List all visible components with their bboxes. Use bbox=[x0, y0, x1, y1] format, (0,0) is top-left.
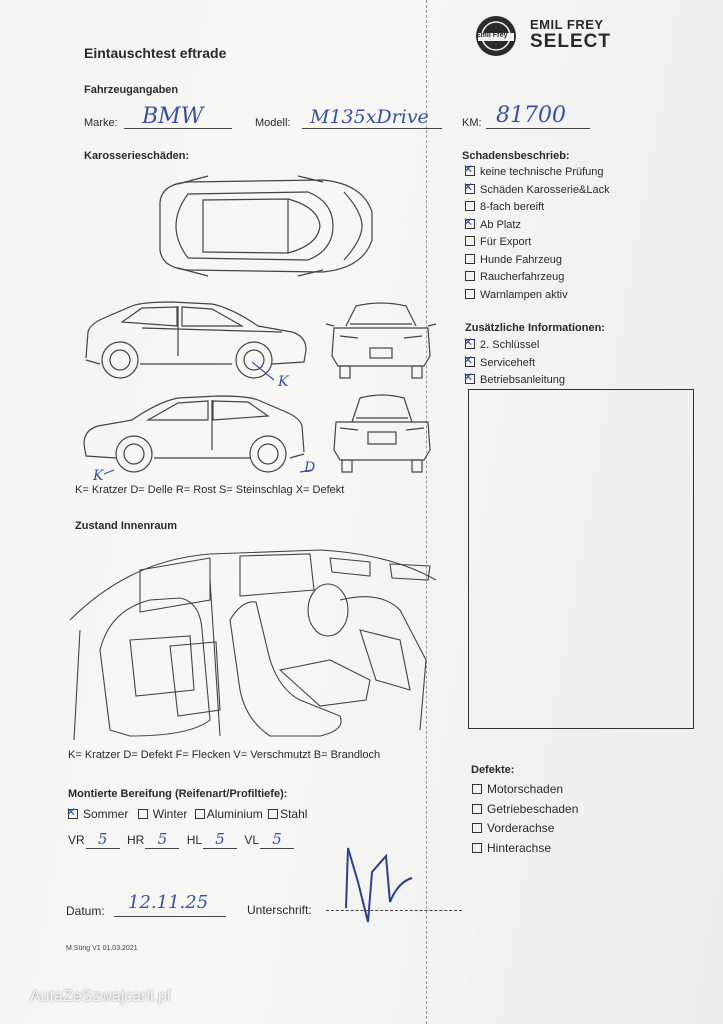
checkbox-icon[interactable] bbox=[465, 201, 475, 211]
date-value: 12.11.25 bbox=[128, 892, 209, 913]
damage-item-smoker[interactable] bbox=[465, 269, 610, 287]
depth-vr bbox=[68, 830, 120, 848]
damage-item-dog-vehicle[interactable] bbox=[465, 252, 610, 270]
depth-value[interactable]: 5 bbox=[145, 830, 179, 849]
damage-item-technical-check[interactable] bbox=[465, 164, 610, 182]
checkbox-checked-icon[interactable] bbox=[465, 339, 475, 349]
tire-option-summer[interactable] bbox=[68, 807, 128, 821]
damage-item-body-paint[interactable] bbox=[465, 182, 610, 200]
checkbox-checked-icon[interactable] bbox=[68, 809, 78, 819]
defect-item-engine[interactable] bbox=[472, 780, 578, 800]
tire-option-steel[interactable] bbox=[268, 807, 307, 821]
km-value: 81700 bbox=[496, 103, 566, 128]
notes-box[interactable] bbox=[468, 389, 694, 729]
date-field[interactable] bbox=[114, 894, 226, 917]
depth-value[interactable]: 5 bbox=[86, 830, 120, 849]
info-item-service-book[interactable] bbox=[465, 355, 565, 373]
item-label: Raucherfahrzeug bbox=[480, 271, 565, 283]
checkbox-icon[interactable] bbox=[195, 809, 205, 819]
damage-item-export[interactable] bbox=[465, 234, 610, 252]
damage-mark-k1: K bbox=[278, 374, 289, 390]
car-front-view-drawing bbox=[326, 300, 436, 382]
km-field bbox=[486, 103, 590, 129]
depth-value[interactable]: 5 bbox=[203, 830, 237, 849]
tread-depths bbox=[68, 830, 294, 849]
info-item-manual[interactable] bbox=[465, 372, 565, 390]
body-damage-legend: K= Kratzer D= Delle R= Rost S= Steinschlag X= Defekt bbox=[75, 484, 345, 496]
item-label: Serviceheft bbox=[480, 356, 536, 369]
option-label: Stahl bbox=[280, 807, 308, 821]
fold-line bbox=[426, 0, 427, 1024]
model-value: M135xDrive bbox=[310, 106, 429, 128]
depth-label: HL bbox=[186, 833, 203, 847]
checkbox-checked-icon[interactable] bbox=[465, 357, 475, 367]
option-label: Winter bbox=[152, 807, 188, 821]
logo-text: Emil Frey bbox=[476, 32, 508, 39]
make-value: BMW bbox=[142, 104, 204, 129]
make-field bbox=[124, 106, 232, 129]
checkbox-icon[interactable] bbox=[472, 823, 482, 833]
checkbox-checked-icon[interactable] bbox=[465, 184, 475, 194]
depth-label: VR bbox=[68, 833, 85, 847]
damage-item-8-tires[interactable] bbox=[465, 199, 610, 217]
defect-item-gearbox[interactable] bbox=[472, 800, 578, 820]
checkbox-icon[interactable] bbox=[472, 784, 482, 794]
tire-option-aluminium[interactable] bbox=[195, 807, 263, 821]
tires-heading: Montierte Bereifung (Reifenart/Profiltiefe): bbox=[68, 788, 288, 800]
checkbox-icon[interactable] bbox=[465, 254, 475, 264]
km-label: KM: bbox=[462, 117, 482, 129]
item-label: Ab Platz bbox=[480, 218, 521, 231]
checkbox-icon[interactable] bbox=[138, 809, 148, 819]
item-label: Vorderachse bbox=[487, 821, 555, 835]
depth-hr bbox=[127, 830, 179, 848]
body-damage-heading: Karosserieschäden: bbox=[84, 150, 190, 162]
item-label: Motorschaden bbox=[487, 782, 564, 796]
defects-list bbox=[472, 780, 578, 858]
item-label: Betriebsanleitung bbox=[480, 374, 566, 386]
make-label: Marke: bbox=[84, 117, 118, 129]
damage-item-warning-lights[interactable] bbox=[465, 287, 610, 305]
item-label: 2. Schlüssel bbox=[480, 339, 540, 351]
checkbox-icon[interactable] bbox=[465, 271, 475, 281]
additional-info-list bbox=[465, 337, 565, 390]
item-label: keine technische Prüfung bbox=[480, 166, 604, 178]
date-label: Datum: bbox=[66, 904, 105, 918]
damage-item-from-lot[interactable] bbox=[465, 217, 610, 235]
damage-mark-d: D bbox=[304, 460, 316, 476]
tire-type-options bbox=[68, 806, 307, 824]
checkbox-icon[interactable] bbox=[472, 804, 482, 814]
brand-line2: SELECT bbox=[530, 31, 611, 52]
interior-heading: Zustand Innenraum bbox=[75, 520, 178, 532]
signature-image bbox=[338, 842, 418, 926]
car-rear-view-drawing bbox=[330, 392, 434, 476]
item-label: 8-fach bereift bbox=[480, 201, 545, 213]
signature-label: Unterschrift: bbox=[247, 903, 312, 917]
checkbox-icon[interactable] bbox=[465, 289, 475, 299]
checkbox-icon[interactable] bbox=[268, 809, 278, 819]
checkbox-icon[interactable] bbox=[472, 843, 482, 853]
depth-value[interactable]: 5 bbox=[260, 830, 294, 849]
item-label: Für Export bbox=[480, 236, 532, 248]
interior-legend: K= Kratzer D= Defekt F= Flecken V= Verschmutzt B= Brandloch bbox=[68, 749, 381, 761]
checkbox-checked-icon[interactable] bbox=[465, 219, 475, 229]
form-title: Eintauschtest eftrade bbox=[84, 45, 227, 61]
car-top-view-drawing bbox=[148, 172, 378, 280]
depth-hl bbox=[186, 830, 237, 848]
damage-description-list bbox=[465, 164, 610, 304]
depth-label: VL bbox=[244, 833, 260, 847]
model-label: Modell: bbox=[255, 117, 291, 129]
watermark: AutaZeSzwajcarii.pl bbox=[30, 988, 171, 1005]
defect-item-front-axle[interactable] bbox=[472, 819, 578, 839]
defects-heading: Defekte: bbox=[471, 764, 515, 776]
damage-description-heading: Schadensbeschrieb: bbox=[462, 150, 570, 162]
option-label: Sommer bbox=[83, 807, 129, 821]
model-field bbox=[302, 106, 442, 129]
option-label: Aluminium bbox=[206, 807, 263, 821]
car-interior-drawing bbox=[70, 540, 440, 750]
info-item-second-key[interactable] bbox=[465, 337, 565, 355]
item-label: Hunde Fahrzeug bbox=[480, 253, 562, 266]
checkbox-checked-icon[interactable] bbox=[465, 374, 475, 384]
vehicle-heading: Fahrzeugangaben bbox=[84, 84, 179, 96]
brand-line1: EMIL FREY bbox=[530, 17, 604, 32]
item-label: Hinterachse bbox=[487, 840, 552, 855]
item-label: Warnlampen aktiv bbox=[480, 288, 568, 301]
checkbox-icon[interactable] bbox=[465, 236, 475, 246]
defect-item-rear-axle[interactable] bbox=[472, 839, 578, 859]
item-label: Schäden Karosserie&Lack bbox=[480, 183, 610, 196]
damage-mark-k2: K bbox=[93, 468, 104, 484]
additional-info-heading: Zusätzliche Informationen: bbox=[465, 322, 605, 334]
item-label: Getriebeschaden bbox=[487, 801, 579, 816]
checkbox-checked-icon[interactable] bbox=[465, 166, 475, 176]
depth-vl bbox=[244, 830, 294, 848]
depth-label: HR bbox=[127, 833, 145, 847]
tire-option-winter[interactable] bbox=[138, 807, 188, 821]
form-version: M.Süng V1 01.03.2021 bbox=[66, 945, 138, 952]
car-side-left-drawing bbox=[80, 392, 308, 476]
